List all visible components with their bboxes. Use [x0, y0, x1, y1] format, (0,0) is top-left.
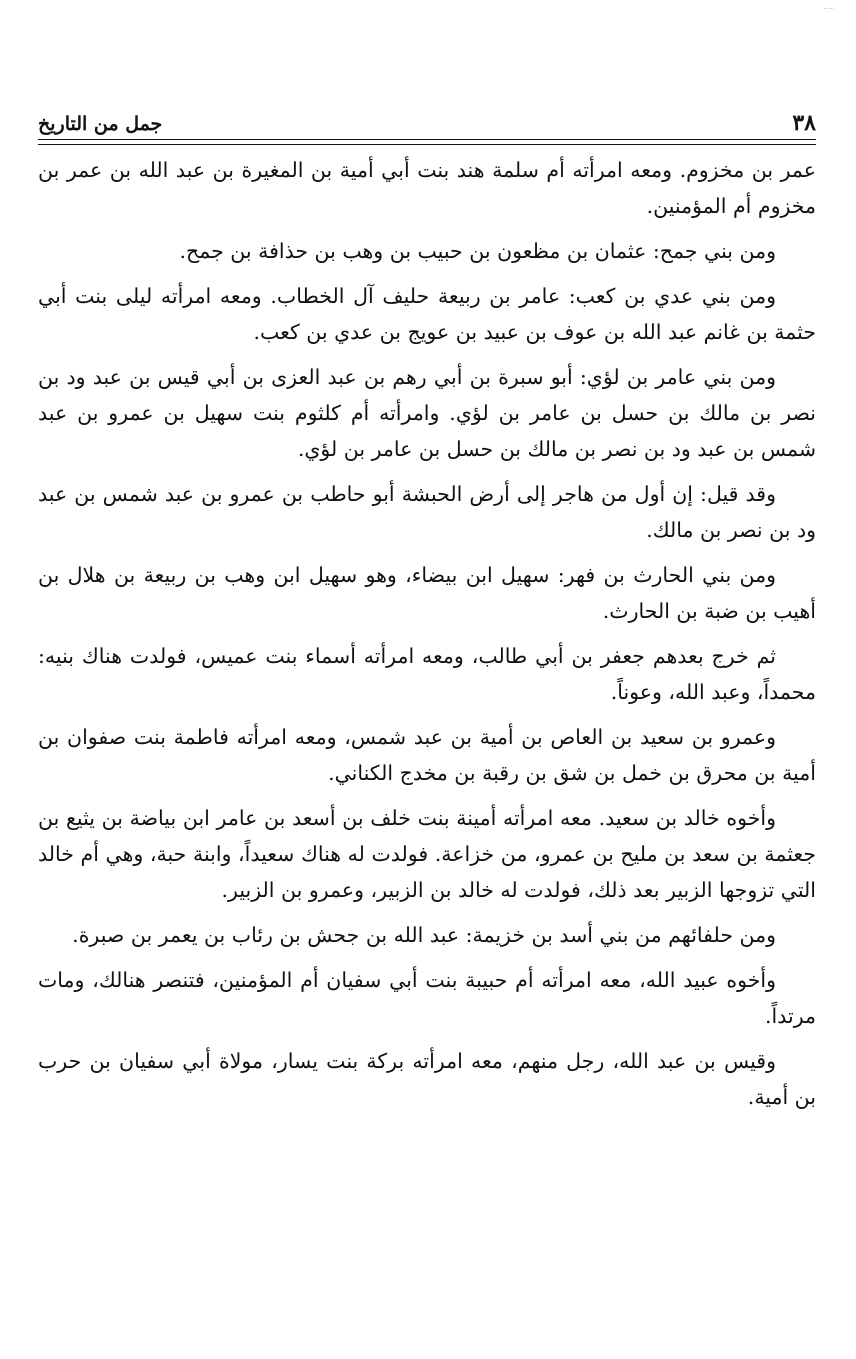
body-text — [38, 152, 816, 1124]
paragraph-4: ومن بني عامر بن لؤي: أبو سبرة بن أبي رهم بن عبد العزى بن أبي قيس بن عبد ود بن نصر بن مالك بن حسل بن عامر بن لؤي. وامرأته أم كلثوم بنت سهيل بن عمرو بن عبد شمس بن عبد ود بن نصر بن مالك بن حسل بن عامر بن لؤي. — [38, 365, 816, 461]
running-title: جمل من التاريخ — [38, 113, 163, 135]
paragraph-10: ومن حلفائهم من بني أسد بن خزيمة: عبد الله بن جحش بن رئاب بن يعمر بن صبرة. — [72, 923, 776, 947]
paragraph-9: وأخوه خالد بن سعيد. معه امرأته أمينة بنت خلف بن أسعد بن عامر ابن بياضة بن يثيع بن جعثمة بن سعد بن مليح بن عمرو، من خزاعة. فولدت له هناك سعيداً، وابنة حبة، وهي أم خالد التي تزوجها الزبير بعد ذلك، فولدت له خالد بن الزبير، وعمرو بن الزبير. — [38, 806, 816, 902]
paragraph-11: وأخوه عبيد الله، معه امرأته أم حبيبة بنت أبي سفيان أم المؤمنين، فتنصر هنالك، ومات مرتداً. — [38, 968, 816, 1028]
header-rule-top — [38, 139, 816, 140]
paragraph-1: عمر بن مخزوم. ومعه امرأته أم سلمة هند بنت أبي أمية بن المغيرة بن عبد الله بن عمر بن مخزوم أم المؤمنين. — [38, 158, 816, 218]
paragraph-8: وعمرو بن سعيد بن العاص بن أمية بن عبد شمس، ومعه امرأته فاطمة بنت صفوان بن أمية بن محرق بن خمل بن شق بن رقبة بن مخدج الكناني. — [38, 725, 816, 785]
paragraph-7: ثم خرج بعدهم جعفر بن أبي طالب، ومعه امرأته أسماء بنت عميس، فولدت هناك بنيه: محمداً، وعبد الله، وعوناً. — [38, 644, 816, 704]
page-header — [38, 98, 816, 134]
paragraph-6: ومن بني الحارث بن فهر: سهيل ابن بيضاء، وهو سهيل ابن وهب بن ربيعة بن هلال بن أهيب بن ضبة بن الحارث. — [38, 563, 816, 623]
header-rule-bottom — [38, 144, 816, 145]
paragraph-12: وقيس بن عبد الله، رجل منهم، معه امرأته بركة بنت يسار، مولاة أبي سفيان بن حرب بن أمية. — [38, 1049, 816, 1109]
paragraph-3: ومن بني عدي بن كعب: عامر بن ربيعة حليف آل الخطاب. ومعه امرأته ليلى بنت أبي حثمة بن غانم عبد الله بن عوف بن عبيد بن عويج بن عدي بن كعب. — [38, 284, 816, 344]
page-number: ٣٨ — [792, 110, 816, 136]
paragraph-2: ومن بني جمح: عثمان بن مظعون بن حبيب بن وهب بن حذافة بن جمح. — [179, 239, 776, 263]
scan-mark — [824, 8, 834, 11]
paragraph-5: وقد قيل: إن أول من هاجر إلى أرض الحبشة أبو حاطب بن عمرو بن عبد شمس بن عبد ود بن نصر بن مالك. — [38, 482, 816, 542]
